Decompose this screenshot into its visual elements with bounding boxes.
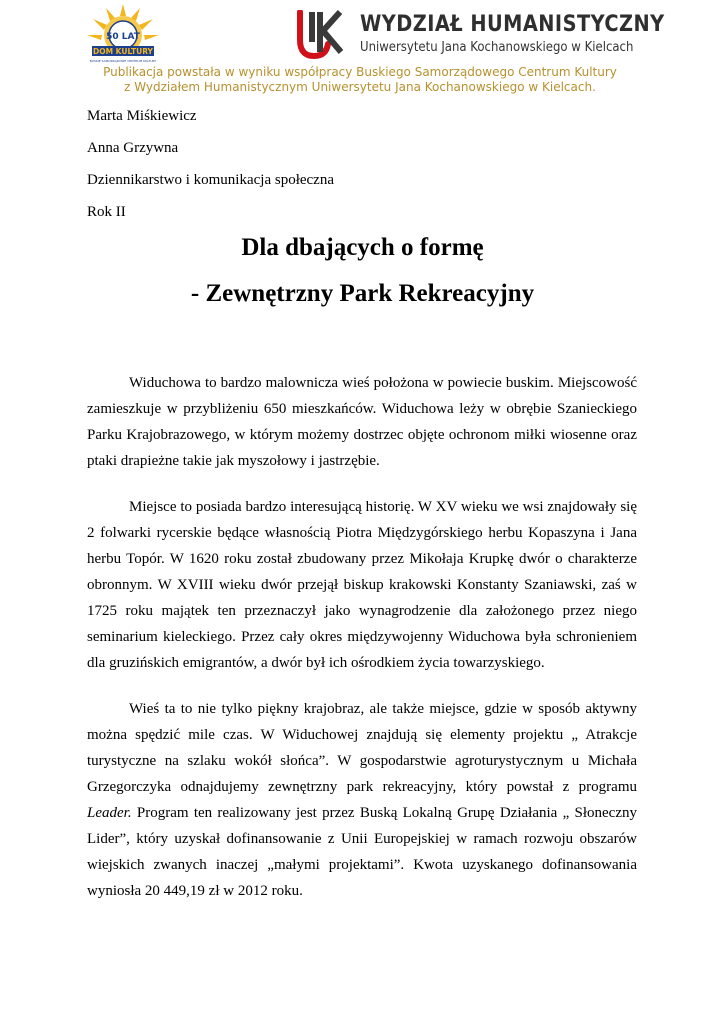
field-of-study: Dziennikarstwo i komunikacja społeczna	[87, 172, 335, 188]
logo-tagline: BUSKIE SAMORZĄDOWE CENTRUM KULTURY	[89, 59, 157, 63]
article-body	[87, 370, 637, 924]
dom-kultury-50-lat-logo	[84, 2, 162, 66]
author-2: Anna Grzywna	[87, 140, 179, 156]
author-1: Marta Miśkiewicz	[87, 108, 197, 124]
article-title-line-2: - Zewnętrzny Park Rekreacyjny	[190, 280, 535, 307]
paragraph-2: Miejsce to posiada bardzo interesującą historię. W XV wieku we wsi znajdowały się 2 folwarki rycerskie będące własnością Piotra Międzygórskiego herbu Kopaszyna i Jana herbu Topór. W 1620 roku został zbudowany przez Mikołaja Krupkę dwór o charakterze obronnym. W XVIII wieku dwór przejął biskup krakowski Konstanty Szaniawski, zaś w 1725 roku majątek ten przeznaczył jako wynagrodzenie dla założonego przez niego seminarium kieleckiego. Przez cały okres międzywojenny Widuchowa była schronieniem dla gruzińskich emigrantów, a dwór był ich ośrodkiem życia towarzyskiego.	[87, 499, 637, 671]
publication-note-line-2: z Wydziałem Humanistycznym Uniwersytetu Jana Kochanowskiego w Kielcach.	[124, 80, 596, 94]
logo-text-50-lat: 50 LAT	[106, 32, 140, 42]
paragraph-1: Widuchowa to bardzo malownicza wieś położona w powiecie buskim. Miejscowość zamieszkuje w przybliżeniu 650 mieszkańców. Widuchowa leży w obrębie Szanieckiego Parku Krajobrazowego, w którym możemy dostrzec objęte ochronom miłki wiosenne oraz ptaki drapieżne takie jak myszołowy i jastrzębie.	[87, 375, 637, 469]
paragraph-3-text-a: Wieś ta to nie tylko piękny krajobraz, ale także miejsce, gdzie w sposób aktywny można spędzić mile czas. W Widuchowej znajdują się elementy projektu „ Atrakcje turystyczne na szlaku wokół słońca”. W gospodarstwie agroturystycznym u Michała Grzegorczyka odnajdujemy zewnętrzny park rekreacyjny, który powstał z programu	[87, 701, 637, 795]
paragraph-3-text-b: Program ten realizowany jest przez Buską Lokalną Grupę Działania „ Słoneczny Lider”, który uzyskał dofinansowanie z Unii Europejskiej w ramach rozwoju obszarów wiejskich zwanych inaczej „małymi projektami”. Kwota uzyskanego dofinansowania wyniosła 20 449,19 zł w 2012 roku.	[87, 805, 637, 899]
page-header	[0, 0, 725, 100]
publication-note	[60, 65, 660, 95]
article-title-line-1: Dla dbających o formę	[241, 234, 484, 261]
faculty-title: WYDZIAŁ HUMANISTYCZNY	[360, 12, 665, 37]
study-year: Rok II	[87, 204, 126, 220]
ujk-logo-icon	[296, 10, 344, 64]
faculty-subtitle: Uniwersytetu Jana Kochanowskiego w Kielcach	[360, 40, 634, 55]
logo-text-dom-kultury: DOM KULTURY	[93, 47, 153, 56]
publication-note-line-1: Publikacja powstała w wyniku współpracy Buskiego Samorządowego Centrum Kultury	[103, 65, 617, 79]
paragraph-3	[87, 696, 637, 904]
paragraph-3-leader-italic: Leader.	[87, 805, 132, 821]
